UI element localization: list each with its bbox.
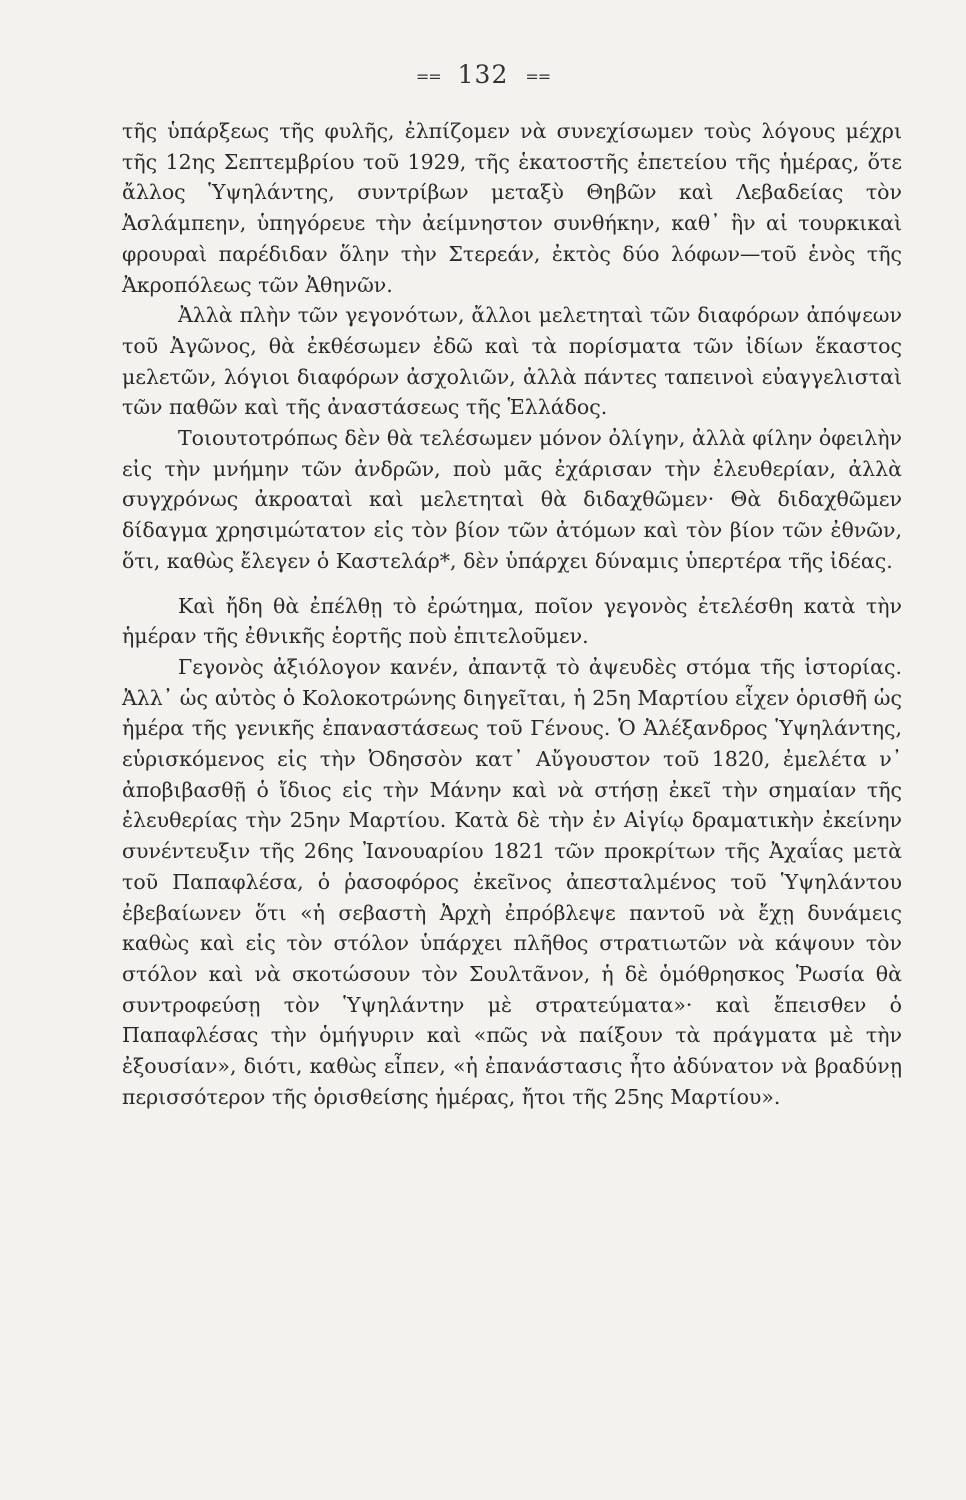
paragraph-4: Καὶ ἤδη θὰ ἐπέλθῃ τὸ ἐρώτημα, ποῖον γεγονὸς ἐτελέσθη κατὰ τὴν ἡμέραν τῆς ἐθνικῆς ἑορτῆς ποὺ ἐπιτελοῦμεν. xyxy=(122,593,902,649)
paragraph-1: τῆς ὑπάρξεως τῆς φυλῆς, ἐλπίζομεν νὰ συνεχίσωμεν τοὺς λόγους μέχρι τῆς 12ης Σεπτεμβρίου τοῦ 1929, τῆς ἑκατοστῆς ἐπετείου τῆς ἡμέρας, ὅτε ἄλλος Ὑψηλάντης, συντρίβων μεταξὺ Θηβῶν καὶ Λεβαδείας τὸν Ἀσλάμπεην, ὑπηγόρευε τὴν ἀείμνηστον συνθήκην, καθ᾽ ἣν αἱ τουρκικαὶ φρουραὶ παρέδιδαν ὅλην τὴν Στερεάν, ἐκτὸς δύο λόφων—τοῦ ἑνὸς τῆς Ἀκροπόλεως τῶν Ἀθηνῶν. xyxy=(122,119,902,297)
paragraph-2: Ἀλλὰ πλὴν τῶν γεγονότων, ἄλλοι μελετηταὶ τῶν διαφόρων ἀπόψεων τοῦ Ἀγῶνος, θὰ ἐκθέσωμεν ἐδῶ καὶ τὰ πορίσματα τῶν ἰδίων ἕκαστος μελετῶν, λόγιοι διαφόρων ἀσχολιῶν, ἀλλὰ πάντες ταπεινοὶ εὐαγγελισταὶ τῶν παθῶν καὶ τῆς ἀναστάσεως τῆς Ἑλλάδος. xyxy=(122,303,902,420)
page-header xyxy=(0,60,966,89)
header-dash-right: == xyxy=(525,67,551,86)
paragraph-5: Γεγονὸς ἀξιόλογον κανέν, ἀπαντᾷ τὸ ἀψευδὲς στόμα τῆς ἱστορίας. Ἀλλ᾽ ὡς αὐτὸς ὁ Κολοκοτρώνης διηγεῖται, ἡ 25η Μαρτίου εἶχεν ὁρισθῆ ὡς ἡμέρα τῆς γενικῆς ἐπαναστάσεως τοῦ Γένους. Ὁ Ἀλέξανδρος Ὑψηλάντης, εὑρισκόμενος εἰς τὴν Ὀδησσὸν κατ᾽ Αὔγουστον τοῦ 1820, ἐμελέτα ν᾽ ἀποβιβασθῇ ὁ ἴδιος εἰς τὴν Μάνην καὶ νὰ στήσῃ ἐκεῖ τὴν σημαίαν τῆς ἐλευθερίας τὴν 25ην Μαρτίου. Κατὰ δὲ τὴν ἐν Αἰγίῳ δραματικὴν ἐκείνην συνέντευξιν τῆς 26ης Ἰανουαρίου 1821 τῶν προκρίτων τῆς Ἀχαΐας μετὰ τοῦ Παπαφλέσα, ὁ ῥασοφόρος ἐκεῖνος ἀπεσταλμένος τοῦ Ὑψηλάντου ἐβεβαίωνεν ὅτι «ἡ σεβαστὴ Ἀρχὴ ἐπρόβλεψε παντοῦ νὰ ἔχῃ δυνάμεις καθὼς καὶ εἰς τὸν στόλον ὑπάρχει πλῆθος στρατιωτῶν νὰ κάψουν τὸν στόλον καὶ νὰ σκοτώσουν τὸν Σουλτᾶνον, ἡ δὲ ὁμόθρησκος Ῥωσία θὰ συντροφεύσῃ τὸν Ὑψηλάντην μὲ στρατεύματα»· καὶ ἔπεισθεν ὁ Παπαφλέσας τὴν ὁμήγυριν καὶ «πῶς νὰ παίξουν τὰ πράγματα μὲ τὴν ἐξουσίαν», διότι, καθὼς εἶπεν, «ἡ ἐπανάστασις ἦτο ἀδύνατον νὰ βραδύνῃ περισσότερον τῆς ὁρισθείσης ἡμέρας, ἤτοι τῆς 25ης Μαρτίου». xyxy=(122,654,902,1109)
page-body xyxy=(122,116,902,1113)
paragraph-3: Τοιουτοτρόπως δὲν θὰ τελέσωμεν μόνον ὀλίγην, ἀλλὰ φίλην ὀφειλὴν εἰς τὴν μνήμην τῶν ἀνδρῶν, ποὺ μᾶς ἐχάρισαν τὴν ἐλευθερίαν, ἀλλὰ συγχρόνως ἀκροαταὶ καὶ μελετηταὶ θὰ διδαχθῶμεν· Θὰ διδαχθῶμεν δίδαγμα χρησιμώτατον εἰς τὸν βίον τῶν ἀτόμων καὶ τὸν βίον τῶν ἐθνῶν, ὅτι, καθὼς ἔλεγεν ὁ Καστελάρ*, δὲν ὑπάρχει δύναμις ὑπερτέρα τῆς ἰδέας. xyxy=(122,426,902,573)
paragraph-gap xyxy=(122,577,902,591)
page-number: 132 xyxy=(457,60,509,89)
header-dash-left: == xyxy=(415,67,441,86)
